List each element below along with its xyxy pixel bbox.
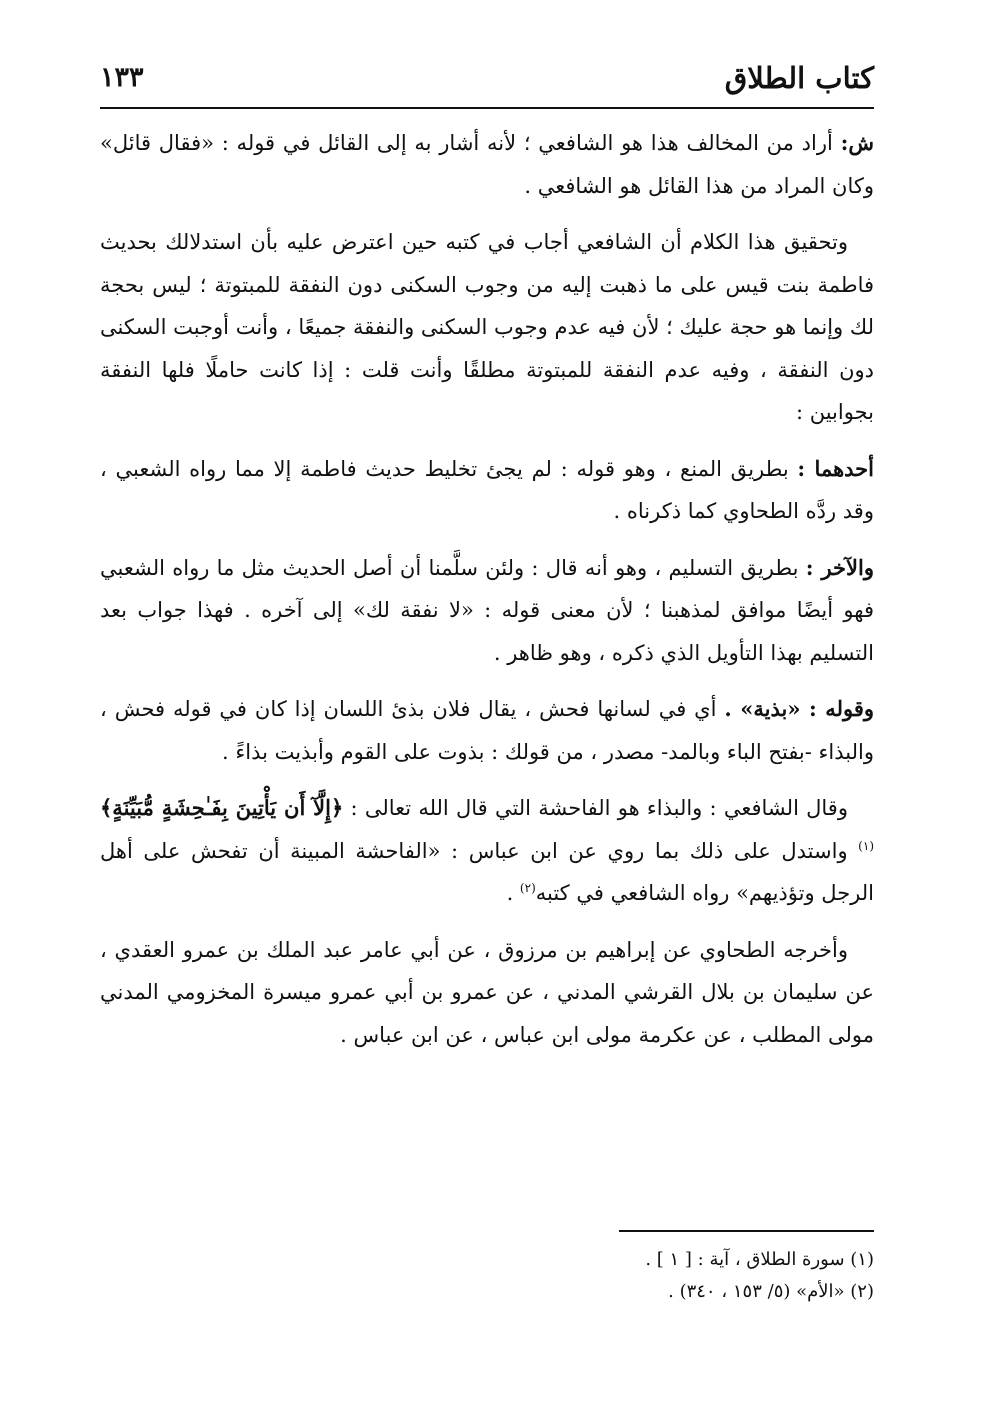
paragraph-badhiya <box>100 688 874 773</box>
paragraph-text: واستدل على ذلك بما روي عن ابن عباس : «الفاحشة المبينة أن تفحش على أهل الرجل وتؤذيهم» رواه الشافعي في كتبه <box>100 838 874 905</box>
paragraph-tahawi-chain <box>100 929 874 1057</box>
page-number: ١٣٣ <box>100 62 144 93</box>
paragraph-text: وقال الشافعي : والبذاء هو الفاحشة التي قال الله تعالى : <box>343 796 848 820</box>
paragraph-commentary <box>100 122 874 207</box>
paragraph-lead: أحدهما : <box>797 455 874 481</box>
paragraph-second-answer <box>100 547 874 675</box>
page-header <box>100 58 874 102</box>
paragraph-first-answer <box>100 448 874 533</box>
footnote-item: (٢) «الأم» (٥/ ١٥٣ ، ٣٤٠) . <box>668 1281 874 1302</box>
paragraph-lead: ش: <box>840 130 874 155</box>
footnote-ref: (١) <box>858 838 874 853</box>
running-title: كتاب الطلاق <box>724 61 874 95</box>
paragraph-text: بطريق التسليم ، وهو أنه قال : ولئن سلَّمنا أن أصل الحديث مثل ما رواه الشعبي فهو أيضًا موافق لمذهبنا ؛ لأن معنى قوله : «لا نفقة لك» إلى آخره . فهذا جواب بعد التسليم بهذا التأويل الذي ذكره ، وهو ظاهر . <box>100 555 874 665</box>
header-divider <box>100 107 874 109</box>
paragraph-text: أي في لسانها فحش ، يقال فلان بذئ اللسان إذا كان في قوله فحش ، والبذاء -بفتح الباء وبالمد- مصدر ، من قولك : بذوت على القوم وأبذيت بذاءً . <box>100 697 874 764</box>
quran-verse: ﴿إِلَّآ أَن يَأْتِينَ بِفَـٰحِشَةٍ مُّبَيِّنَةٍ﴾ <box>100 795 344 820</box>
paragraph-text: وتحقيق هذا الكلام أن الشافعي أجاب في كتبه حين اعترض عليه بأن استدلالك بحديث فاطمة بنت قيس على ما ذهبت إليه من وجوب السكنى دون النفقة للمبتوتة ؛ ليس بحجة لك وإنما هو حجة عليك ؛ لأن فيه عدم وجوب السكنى والنفقة جميعًا ، وأنت أوجبت السكنى دون النفقة ، وفيه عدم النفقة للمبتوتة مطلقًا وأنت قلت : إذا كانت حاملًا فلها النفقة بجوابين : <box>100 230 875 424</box>
paragraph-text: . <box>506 881 520 905</box>
main-text <box>100 122 874 1070</box>
paragraph-text: وأخرجه الطحاوي عن إبراهيم بن مرزوق ، عن أبي عامر عبد الملك بن عمرو العقدي ، عن سليمان بن بلال القرشي المدني ، عن عمرو بن أبي عمرو ميسرة المخزومي المدني مولى المطلب ، عن عكرمة مولى ابن عباس ، عن ابن عباس . <box>100 937 874 1047</box>
paragraph-text: أراد من المخالف هذا هو الشافعي ؛ لأنه أشار به إلى القائل في قوله : «فقال قائل» وكان المراد من هذا القائل هو الشافعي . <box>100 131 874 198</box>
footnotes <box>100 1244 874 1308</box>
paragraph-lead: وقوله : «بذية» . <box>724 696 874 721</box>
footnote-divider <box>619 1230 874 1232</box>
footnote-ref: (٢) <box>519 881 536 895</box>
paragraph-text: بطريق المنع ، وهو قوله : لم يجئ تخليط حديث فاطمة إلا مما رواه الشعبي ، وقد ردَّه الطحاوي كما ذكرناه . <box>100 456 874 523</box>
paragraph-shafii-quote <box>100 787 874 915</box>
paragraph-lead: والآخر : <box>805 554 874 580</box>
paragraph-investigation <box>100 221 874 434</box>
footnote-item: (١) سورة الطلاق ، آية : [ ١ ] . <box>645 1249 874 1270</box>
